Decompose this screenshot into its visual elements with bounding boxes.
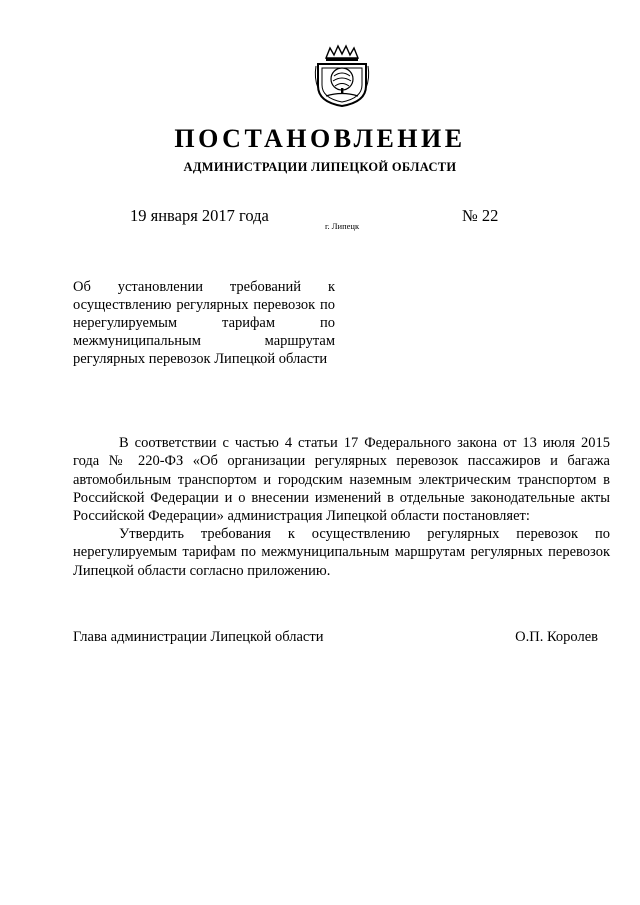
signature-name: О.П. Королев — [515, 629, 598, 645]
document-date: 19 января 2017 года — [130, 206, 269, 225]
document-title: ПОСТАНОВЛЕНИЕ — [174, 124, 466, 153]
document-city: г. Липецк — [325, 221, 360, 231]
document-number: № 22 — [462, 206, 499, 225]
document-about: Об установлении требований к осуществлению регулярных перевозок по нерегулируемым тарифам по межмуниципальным маршрутам регулярных перевозок Липецкой области — [73, 279, 335, 367]
document-subtitle: АДМИНИСТРАЦИИ ЛИПЕЦКОЙ ОБЛАСТИ — [183, 160, 457, 174]
body-paragraph-2: Утвердить требования к осуществлению регулярных перевозок по нерегулируемым тарифам по межмуниципальным маршрутам регулярных перевозок Липецкой области согласно приложению. — [73, 526, 610, 579]
signature-position: Глава администрации Липецкой области — [73, 629, 324, 645]
body-paragraph-1: В соответствии с частью 4 статьи 17 Федерального закона от 13 июля 2015 года № 220-ФЗ «Об организации регулярных перевозок пассажиров и багажа автомобильным транспортом и городским наземным электрическим транспортом в Российской Федерации и о внесении изменений в отдельные законодательные акты Российской Федерации» администрация Липецкой области постановляет: — [73, 435, 610, 525]
coat-of-arms-icon — [312, 44, 372, 108]
